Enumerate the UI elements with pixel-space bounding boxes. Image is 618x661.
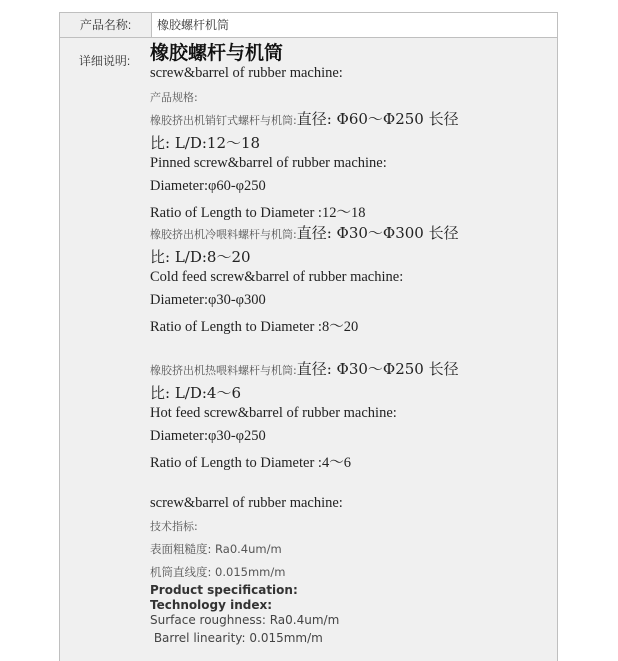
- hot-cn-line: [150, 358, 459, 379]
- pinned-cn-dims: 直径: Φ60～Φ250 长径: [296, 110, 459, 128]
- cold-en-ratio: Ratio of Length to Diameter :8～20: [150, 319, 359, 335]
- tech-heading: 技术指标:: [150, 520, 198, 533]
- spec-heading: 产品规格:: [150, 91, 198, 104]
- cold-cn-prefix: 橡胶挤出机冷喂料螺杆与机筒:: [150, 228, 297, 241]
- roughness-en: Surface roughness: Ra0.4um/m: [150, 613, 340, 627]
- pinned-cn-prefix: 橡胶挤出机销钉式螺杆与机筒:: [150, 114, 297, 127]
- pinned-ratio: 比: L/D:12～18: [150, 134, 261, 152]
- linearity-en: Barrel linearity: 0.015mm/m: [150, 631, 323, 645]
- cold-cn-dims: 直径: Φ30～Φ300 长径: [296, 224, 459, 242]
- pinned-en-ratio: Ratio of Length to Diameter :12～18: [150, 205, 366, 221]
- product-name-row: [59, 12, 558, 38]
- cold-en-diameter: Diameter:φ30-φ300: [150, 292, 266, 308]
- hot-ratio: 比: L/D:4～6: [150, 384, 242, 402]
- roughness-cn: 表面粗糙度: Ra0.4um/m: [150, 542, 282, 556]
- detail-subtitle: screw&barrel of rubber machine:: [150, 65, 343, 81]
- detail-label: 详细说明:: [78, 54, 131, 68]
- cold-ratio: 比: L/D:8～20: [150, 248, 251, 266]
- hot-cn-prefix: 橡胶挤出机热喂料螺杆与机筒:: [150, 364, 297, 377]
- pinned-en-diameter: Diameter:φ60-φ250: [150, 178, 266, 194]
- product-name-label: 产品名称:: [60, 13, 152, 37]
- pinned-en-title: Pinned screw&barrel of rubber machine:: [150, 155, 387, 171]
- linearity-cn: 机筒直线度: 0.015mm/m: [150, 565, 286, 579]
- cold-en-title: Cold feed screw&barrel of rubber machine:: [150, 269, 404, 285]
- pinned-cn-line: [150, 108, 459, 129]
- hot-cn-dims: 直径: Φ30～Φ250 长径: [296, 360, 459, 378]
- product-name-value: 橡胶螺杆机筒: [157, 18, 230, 32]
- index-en: Technology index:: [150, 598, 273, 612]
- cold-cn-line: [150, 222, 459, 243]
- spec-en: Product specification:: [150, 583, 298, 597]
- hot-en-title: Hot feed screw&barrel of rubber machine:: [150, 405, 397, 421]
- detail-title: 橡胶螺杆与机筒: [150, 42, 284, 64]
- hot-en-diameter: Diameter:φ30-φ250: [150, 428, 266, 444]
- hot-en-ratio: Ratio of Length to Diameter :4～6: [150, 455, 351, 471]
- tech-subtitle: screw&barrel of rubber machine:: [150, 495, 343, 511]
